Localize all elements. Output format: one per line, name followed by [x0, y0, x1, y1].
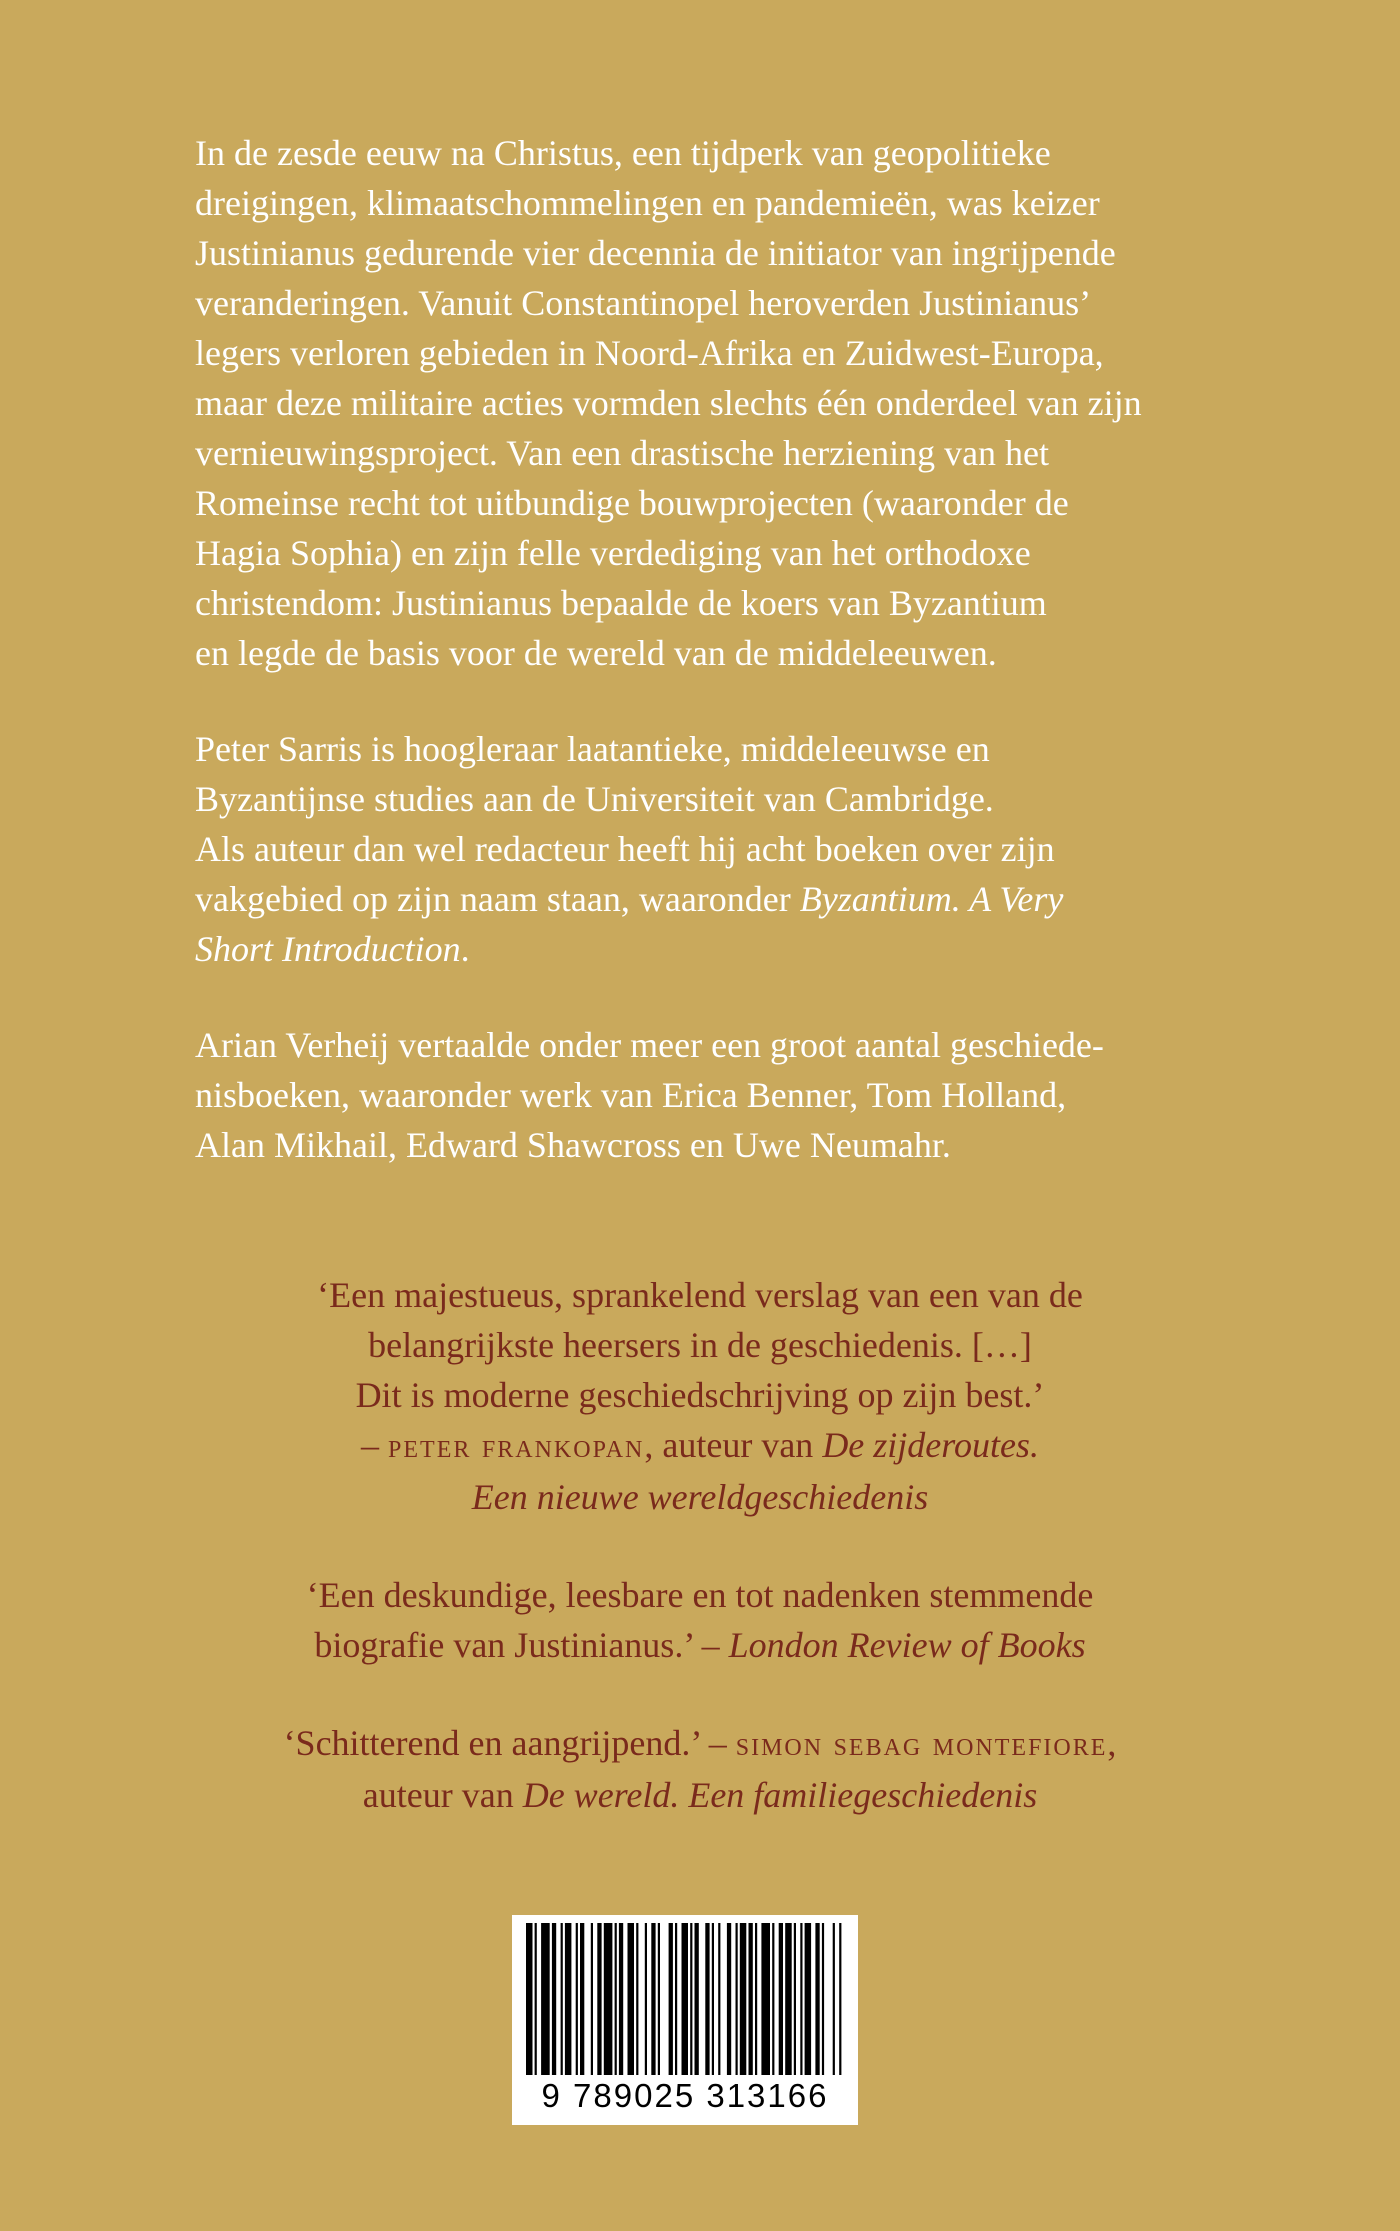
barcode-bar	[772, 1923, 774, 2075]
description-line: legers verloren gebieden in Noord-Afrika en Zuidwest-Europa,	[195, 333, 1104, 373]
barcode-bar	[615, 1923, 617, 2075]
translator-bio-line: Arian Verheij vertaalde onder meer een groot aantal geschiede-	[195, 1025, 1104, 1065]
barcode-bar	[576, 1923, 578, 2075]
barcode-bar	[718, 1923, 720, 2075]
translator-bio	[195, 1020, 1275, 1170]
back-cover-text	[195, 128, 1275, 1216]
barcode-bar	[645, 1923, 647, 2075]
quote-line	[0, 1718, 1400, 1770]
author-book-title: Byzantium. A Very	[799, 879, 1064, 919]
attribution-text: , auteur van	[644, 1425, 823, 1465]
description-line: christendom: Justinianus bepaalde de koers van Byzantium	[195, 583, 1047, 623]
review-quote	[0, 1570, 1400, 1670]
attribution-work: London Review of Books	[728, 1625, 1086, 1665]
barcode-bar	[805, 1923, 812, 2075]
description-line: Justinianus gedurende vier decennia de initiator van ingrijpende	[195, 233, 1116, 273]
barcode-bar	[800, 1923, 802, 2075]
description-line: dreigingen, klimaatschommelingen en pandemieën, was keizer	[195, 183, 1100, 223]
review-quote	[0, 1270, 1400, 1522]
barcode-bars	[512, 1915, 858, 2075]
barcode-bar	[651, 1923, 655, 2075]
barcode-bar	[565, 1923, 572, 2075]
book-description	[195, 128, 1275, 678]
description-line: In de zesde eeuw na Christus, een tijdperk van geopolitieke	[195, 133, 1051, 173]
barcode-bar	[669, 1923, 673, 2075]
quote-line	[0, 1620, 1400, 1670]
author-bio-text: .	[460, 929, 470, 969]
author-bio	[195, 724, 1275, 974]
barcode-bar	[705, 1923, 709, 2075]
author-bio-text: vakgebied op zijn naam staan, waaronder	[195, 879, 800, 919]
author-bio-line: Als auteur dan wel redacteur heeft hij acht boeken over zijn	[195, 829, 1055, 869]
barcode-bar	[675, 1923, 677, 2075]
barcode-bar	[591, 1923, 593, 2075]
barcode-bar	[833, 1923, 835, 2075]
translator-bio-line: nisboeken, waaronder werk van Erica Benner, Tom Holland,	[195, 1075, 1067, 1115]
barcode-bar	[604, 1923, 613, 2075]
barcode-bar	[749, 1923, 753, 2075]
attribution-dash: –	[361, 1425, 389, 1465]
quote-attribution	[0, 1472, 1400, 1522]
barcode-bar	[755, 1923, 757, 2075]
quote-attribution	[0, 1770, 1400, 1820]
attribution-text: ,	[1107, 1723, 1117, 1763]
barcode-bar	[628, 1923, 635, 2075]
barcode-bar	[541, 1923, 550, 2075]
review-quote	[0, 1718, 1400, 1820]
barcode-bar	[552, 1923, 556, 2075]
barcode-bar	[815, 1923, 819, 2075]
barcode-bar	[761, 1923, 770, 2075]
attribution-text: auteur van	[362, 1775, 523, 1815]
barcode-bar	[695, 1923, 699, 2075]
barcode-bar	[526, 1923, 533, 2075]
quote-attribution	[0, 1420, 1400, 1472]
author-bio-line: Peter Sarris is hoogleraar laatantieke, middeleeuwse en	[195, 729, 990, 769]
description-line: vernieuwingsproject. Van een drastische herziening van het	[195, 433, 1050, 473]
description-line: maar deze militaire acties vormden slechts één onderdeel van zijn	[195, 383, 1142, 423]
quote-text: biografie van Justinianus.’ –	[314, 1625, 729, 1665]
barcode-bar	[561, 1923, 563, 2075]
barcode	[512, 1915, 858, 2125]
quote-line: Dit is moderne geschiedschrijving op zijn best.’	[355, 1375, 1045, 1415]
barcode-bar	[794, 1923, 796, 2075]
attribution-name: peter frankopan	[388, 1428, 645, 1465]
isbn-number: 9 789025 313166	[541, 2077, 829, 2114]
barcode-bar	[597, 1923, 601, 2075]
barcode-bar	[740, 1923, 747, 2075]
barcode-bar	[779, 1923, 783, 2075]
barcode-bar	[619, 1923, 623, 2075]
author-bio-line: Byzantijnse studies aan de Universiteit van Cambridge.	[195, 779, 994, 819]
quote-text: ‘Schitterend en aangrijpend.’ –	[283, 1723, 736, 1763]
barcode-bar	[727, 1923, 731, 2075]
barcode-bar	[682, 1923, 689, 2075]
barcode-bar	[535, 1923, 537, 2075]
attribution-name: simon sebag montefiore	[735, 1726, 1108, 1763]
barcode-bar	[690, 1923, 692, 2075]
author-bio-line	[195, 924, 1275, 974]
barcode-bar	[839, 1923, 841, 2075]
barcode-bar	[712, 1923, 714, 2075]
barcode-bar	[580, 1923, 584, 2075]
barcode-bar	[636, 1923, 638, 2075]
description-line: en legde de basis voor de wereld van de middeleeuwen.	[195, 633, 997, 673]
review-quotes	[0, 1270, 1400, 1868]
attribution-work: De zijderoutes.	[822, 1425, 1039, 1465]
author-bio-line	[195, 874, 1275, 924]
barcode-bar	[736, 1923, 738, 2075]
quote-line: belangrijkste heersers in de geschiedenis. […]	[368, 1325, 1032, 1365]
barcode-bar	[658, 1923, 660, 2075]
description-line: Hagia Sophia) en zijn felle verdediging van het orthodoxe	[195, 533, 1031, 573]
description-line: veranderingen. Vanuit Constantinopel heroverden Justinianus’	[195, 283, 1092, 323]
description-line: Romeinse recht tot uitbundige bouwprojecten (waaronder de	[195, 483, 1069, 523]
quote-line: ‘Een deskundige, leesbare en tot nadenken stemmende	[306, 1575, 1094, 1615]
translator-bio-line: Alan Mikhail, Edward Shawcross en Uwe Neumahr.	[195, 1125, 951, 1165]
quote-line: ‘Een majestueus, sprankelend verslag van een van de	[317, 1275, 1083, 1315]
author-book-title: Short Introduction	[195, 929, 461, 969]
barcode-bar	[822, 1923, 824, 2075]
attribution-work: De wereld. Een familiegeschiedenis	[522, 1775, 1038, 1815]
attribution-work: Een nieuwe wereldgeschiedenis	[471, 1477, 929, 1517]
barcode-bar	[785, 1923, 792, 2075]
